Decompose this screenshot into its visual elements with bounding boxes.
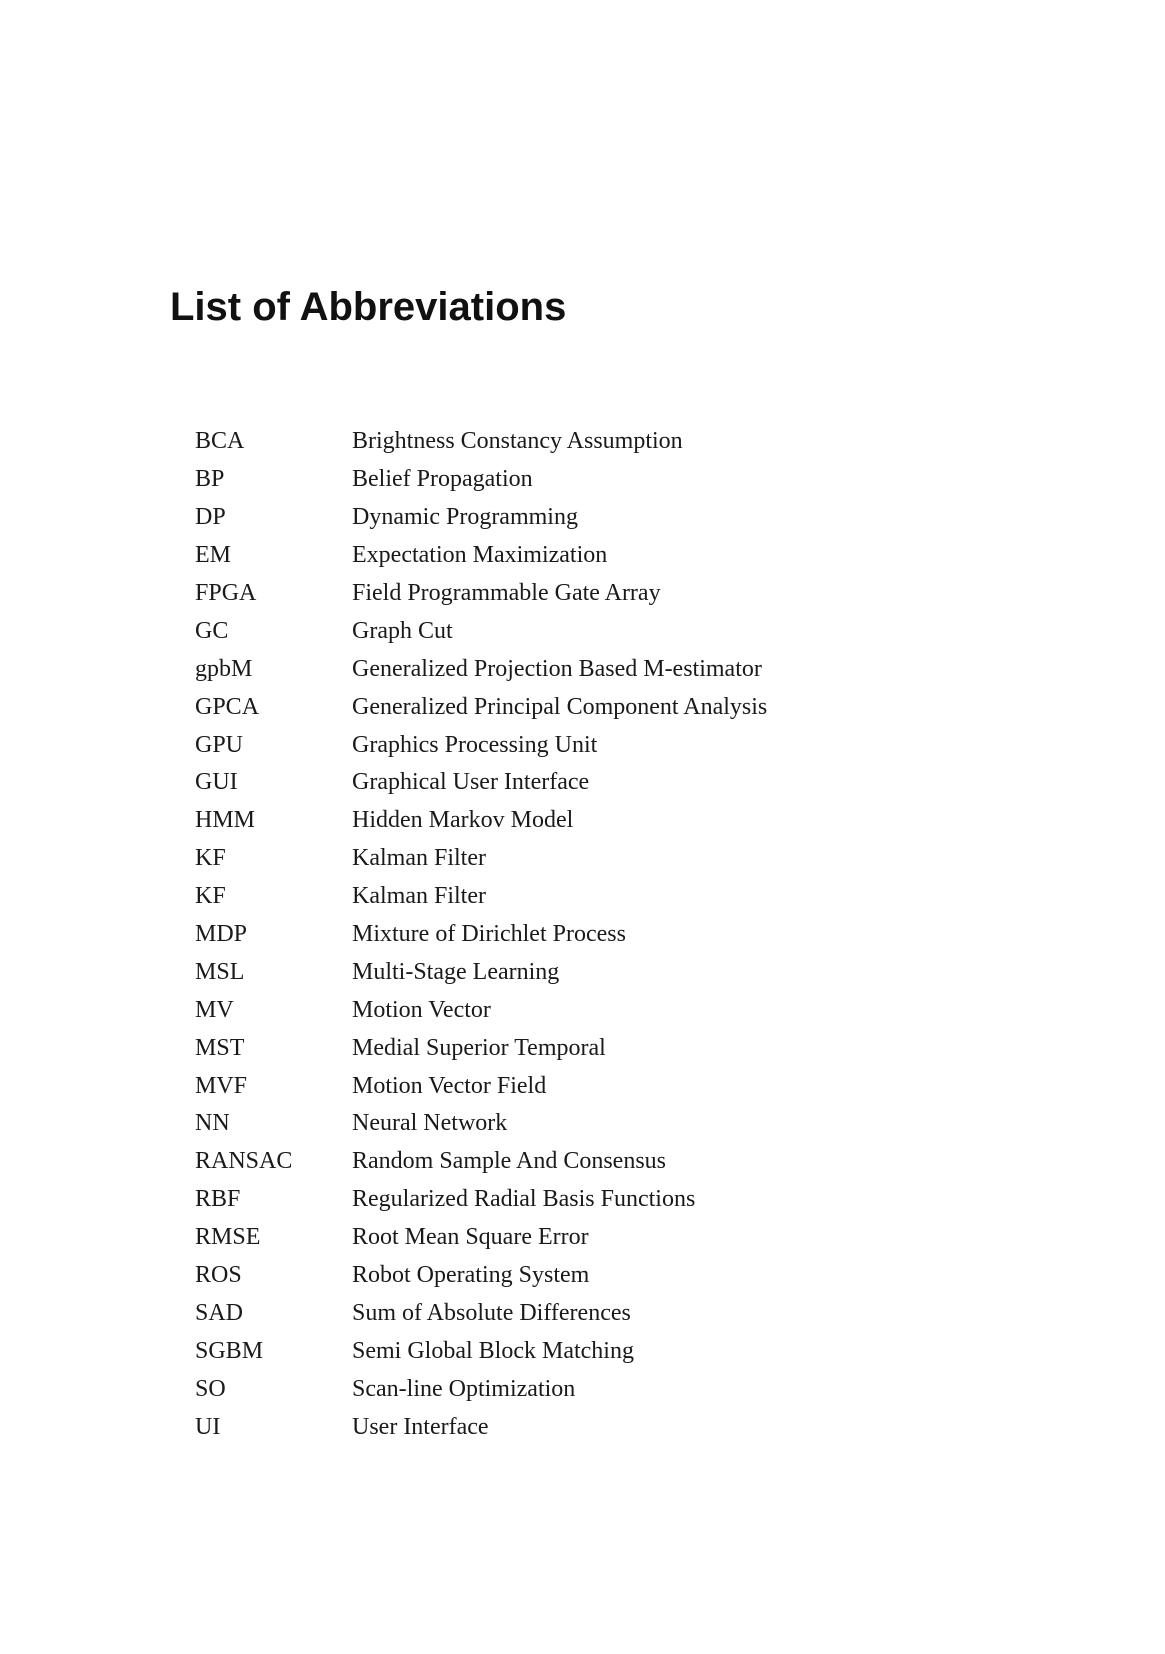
abbreviation-term: MV — [195, 996, 234, 1023]
abbreviation-meaning: Multi-Stage Learning — [352, 958, 560, 985]
abbreviation-row — [195, 991, 767, 1029]
abbreviation-meaning: Random Sample And Consensus — [352, 1148, 667, 1175]
abbreviation-meaning: Regularized Radial Basis Functions — [352, 1186, 696, 1213]
abbreviation-row — [195, 1143, 767, 1181]
abbreviation-term: DP — [195, 504, 226, 531]
abbreviation-meaning: User Interface — [352, 1413, 489, 1440]
abbreviation-meaning: Belief Propagation — [352, 466, 533, 493]
abbreviation-row — [195, 1370, 767, 1408]
abbreviation-meaning: Motion Vector — [352, 996, 491, 1023]
abbreviation-meaning: Motion Vector Field — [352, 1072, 547, 1099]
abbreviation-row — [195, 1029, 767, 1067]
abbreviation-list — [195, 423, 767, 1446]
abbreviation-term: BCA — [195, 428, 245, 455]
abbreviation-row — [195, 1257, 767, 1295]
abbreviation-term: MDP — [195, 921, 248, 948]
abbreviation-term: RMSE — [195, 1224, 261, 1251]
abbreviation-meaning: Mixture of Dirichlet Process — [352, 921, 626, 948]
abbreviation-row — [195, 1332, 767, 1370]
abbreviation-term: gpbM — [195, 655, 253, 682]
abbreviation-term: RBF — [195, 1186, 241, 1213]
abbreviation-term: GC — [195, 617, 229, 644]
abbreviation-meaning: Scan-line Optimization — [352, 1375, 576, 1402]
abbreviation-term: MVF — [195, 1072, 248, 1099]
abbreviation-row — [195, 650, 767, 688]
abbreviation-meaning: Kalman Filter — [352, 845, 486, 872]
page-title: List of Abbreviations — [170, 285, 567, 329]
abbreviation-row — [195, 878, 767, 916]
abbreviation-row — [195, 423, 767, 461]
abbreviation-row — [195, 688, 767, 726]
abbreviation-row — [195, 612, 767, 650]
abbreviation-row — [195, 1105, 767, 1143]
abbreviation-meaning: Graph Cut — [352, 617, 453, 644]
abbreviation-term: MST — [195, 1034, 245, 1061]
abbreviation-row — [195, 1181, 767, 1219]
abbreviation-meaning: Robot Operating System — [352, 1262, 590, 1289]
abbreviation-meaning: Field Programmable Gate Array — [352, 580, 661, 606]
abbreviation-term: GPCA — [195, 693, 260, 720]
abbreviation-meaning: Semi Global Block Matching — [352, 1337, 634, 1364]
abbreviation-row — [195, 1408, 767, 1446]
abbreviation-term: RANSAC — [195, 1148, 293, 1175]
abbreviation-term: BP — [195, 466, 225, 493]
abbreviation-table — [195, 423, 767, 1446]
abbreviation-row — [195, 726, 767, 764]
abbreviation-row — [195, 764, 767, 802]
abbreviation-row — [195, 1294, 767, 1332]
abbreviation-term: SGBM — [195, 1337, 264, 1364]
abbreviation-term: GUI — [195, 769, 238, 796]
abbreviation-term: SAD — [195, 1299, 244, 1326]
abbreviation-term: HMM — [195, 807, 256, 834]
abbreviation-row — [195, 499, 767, 537]
abbreviation-row — [195, 461, 767, 499]
abbreviation-row — [195, 840, 767, 878]
abbreviation-term: KF — [195, 845, 226, 872]
abbreviation-term: ROS — [195, 1262, 242, 1289]
abbreviation-row — [195, 537, 767, 575]
abbreviation-meaning: Neural Network — [352, 1110, 508, 1137]
abbreviation-meaning: Expectation Maximization — [352, 542, 608, 569]
abbreviation-row — [195, 1219, 767, 1257]
abbreviation-row — [195, 916, 767, 954]
abbreviation-meaning: Dynamic Programming — [352, 504, 578, 531]
abbreviation-term: EM — [195, 542, 231, 569]
abbreviation-row — [195, 575, 767, 613]
abbreviation-meaning: Graphics Processing Unit — [352, 731, 598, 758]
abbreviation-row — [195, 802, 767, 840]
abbreviation-row — [195, 1067, 767, 1105]
abbreviation-term: SO — [195, 1375, 226, 1402]
abbreviation-term: KF — [195, 883, 226, 910]
abbreviation-meaning: Medial Superior Temporal — [352, 1034, 606, 1061]
abbreviation-meaning: Hidden Markov Model — [352, 807, 574, 834]
abbreviation-term: GPU — [195, 731, 244, 758]
abbreviation-row — [195, 953, 767, 991]
abbreviation-meaning: Brightness Constancy Assumption — [352, 428, 683, 455]
abbreviation-meaning: Kalman Filter — [352, 883, 486, 910]
abbreviation-term: NN — [195, 1110, 230, 1137]
abbreviation-meaning: Generalized Projection Based M-estimator — [352, 655, 762, 682]
abbreviation-term: FPGA — [195, 580, 257, 606]
abbreviation-term: UI — [195, 1413, 221, 1440]
abbreviation-meaning: Graphical User Interface — [352, 769, 590, 796]
abbreviation-term: MSL — [195, 958, 245, 985]
abbreviation-meaning: Root Mean Square Error — [352, 1224, 589, 1251]
abbreviation-meaning: Sum of Absolute Differences — [352, 1299, 631, 1326]
abbreviation-meaning: Generalized Principal Component Analysis — [352, 693, 768, 720]
